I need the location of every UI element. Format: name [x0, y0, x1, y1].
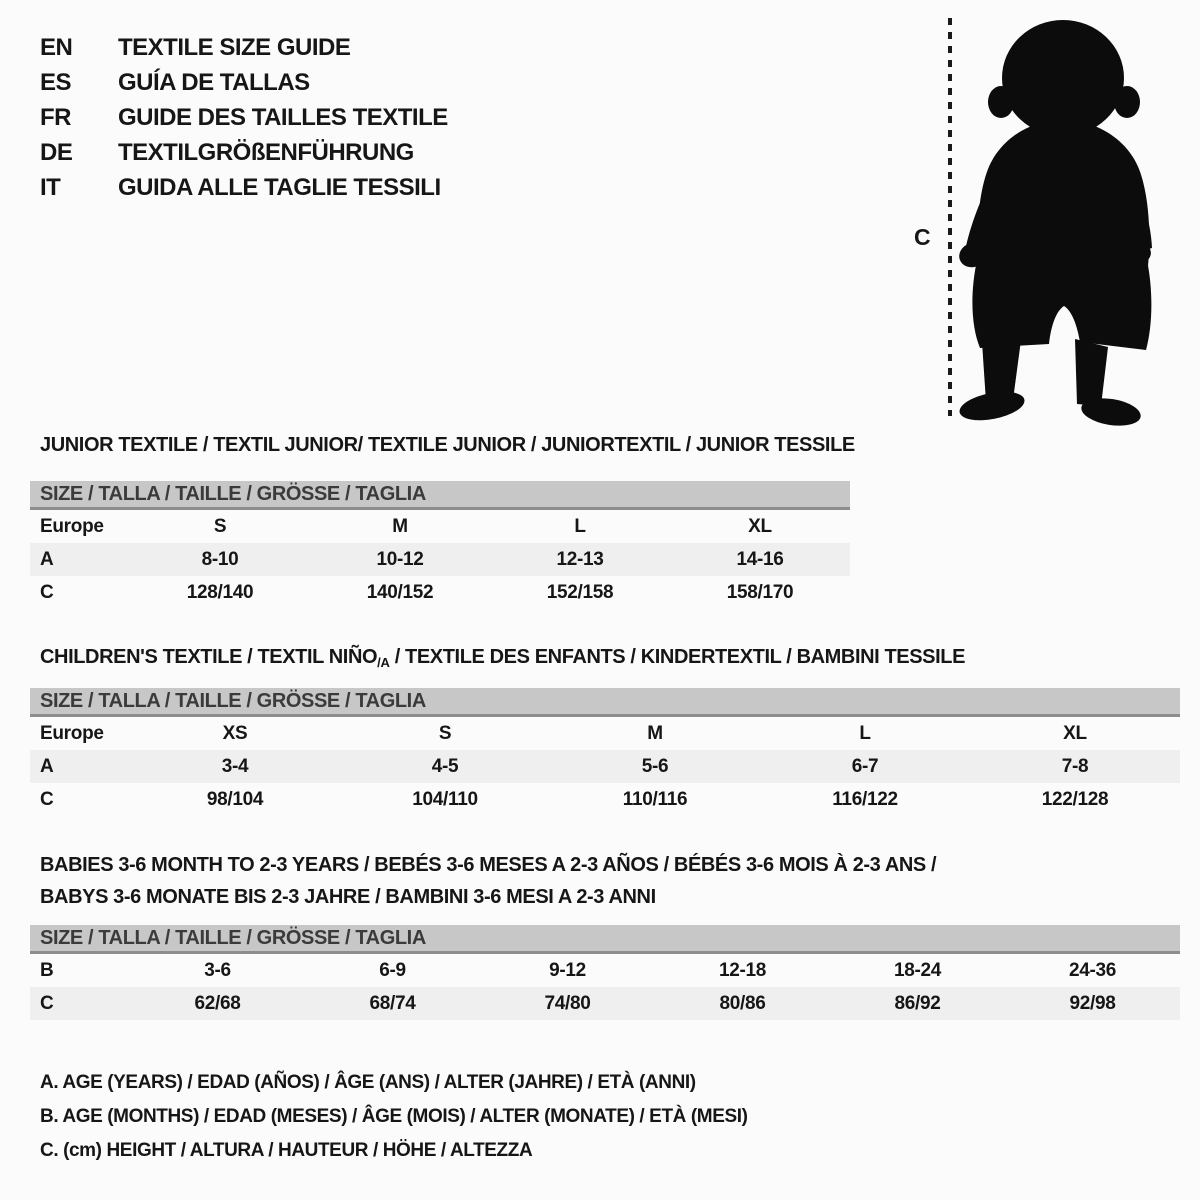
size-header-row: SIZE / TALLA / TAILLE / GRÖSSE / TAGLIA	[30, 481, 850, 510]
lang-row-en	[40, 30, 448, 65]
age-cell: 9-12	[549, 959, 586, 981]
babies-section-heading	[40, 849, 936, 913]
children-heading-subscript: /A	[377, 655, 390, 670]
row-label: C	[40, 581, 54, 603]
height-cell: 74/80	[544, 992, 591, 1014]
table-row-age-years	[30, 543, 850, 576]
lang-row-de	[40, 135, 448, 170]
age-cell: 14-16	[736, 548, 784, 570]
row-label: B	[40, 959, 54, 981]
language-title-list	[40, 30, 448, 205]
table-row-europe	[30, 717, 1180, 750]
age-cell: 4-5	[431, 755, 459, 777]
height-cell: 140/152	[366, 581, 434, 603]
lang-row-fr	[40, 100, 448, 135]
age-cell: 6-9	[379, 959, 406, 981]
guide-title-de: TEXTILGRÖßENFÜHRUNG	[118, 138, 414, 166]
age-cell: 24-36	[1068, 959, 1117, 981]
guide-title-it: GUIDA ALLE TAGLIE TESSILI	[118, 173, 441, 201]
guide-title-en: TEXTILE SIZE GUIDE	[118, 33, 351, 61]
babies-heading-line2: BABYS 3-6 MONATE BIS 2-3 JAHRE / BAMBINI 3-6 MESI A 2-3 ANNI	[40, 886, 656, 908]
height-measure-figure	[900, 8, 1170, 426]
legend-age-years: A. AGE (YEARS) / EDAD (AÑOS) / ÂGE (ANS) / ALTER (JAHRE) / ETÀ (ANNI)	[40, 1072, 696, 1093]
children-section-heading	[40, 646, 965, 670]
height-cell: 158/170	[726, 581, 794, 603]
babies-size-table	[30, 925, 1180, 1020]
size-cell: M	[647, 722, 663, 744]
age-cell: 3-6	[204, 959, 231, 981]
row-label: Europe	[40, 722, 104, 744]
height-measure-label: C	[914, 224, 931, 250]
age-cell: 6-7	[851, 755, 879, 777]
height-cell: 62/68	[194, 992, 241, 1014]
row-label: C	[40, 788, 54, 810]
height-cell: 116/122	[832, 788, 898, 810]
size-header-row: SIZE / TALLA / TAILLE / GRÖSSE / TAGLIA	[30, 925, 1180, 954]
height-cell: 80/86	[719, 992, 766, 1014]
legend	[40, 1066, 748, 1168]
legend-height-cm: C. (cm) HEIGHT / ALTURA / HAUTEUR / HÖHE / ALTEZZA	[40, 1140, 533, 1161]
age-cell: 18-24	[893, 959, 942, 981]
row-label: C	[40, 992, 54, 1014]
lang-code: DE	[40, 138, 73, 166]
height-cell: 152/158	[546, 581, 614, 603]
table-row-height-cm	[30, 783, 1180, 816]
age-cell: 5-6	[641, 755, 669, 777]
height-cell: 122/128	[1041, 788, 1109, 810]
guide-title-es: GUÍA DE TALLAS	[118, 68, 310, 96]
table-row-height-cm	[30, 576, 850, 609]
size-cell: XS	[222, 722, 248, 744]
table-row-age-years	[30, 750, 1180, 783]
age-cell: 8-10	[201, 548, 239, 570]
children-heading-pre: CHILDREN'S TEXTILE / TEXTIL NIÑO	[40, 646, 378, 668]
babies-heading-line1: BABIES 3-6 MONTH TO 2-3 YEARS / BEBÉS 3-6 MESES A 2-3 AÑOS / BÉBÉS 3-6 MOIS À 2-3 ANS /	[40, 854, 937, 876]
age-cell: 3-4	[221, 755, 249, 777]
height-cell: 86/92	[894, 992, 941, 1014]
junior-section-heading: JUNIOR TEXTILE / TEXTIL JUNIOR/ TEXTILE JUNIOR / JUNIORTEXTIL / JUNIOR TESSILE	[40, 434, 855, 456]
size-cell: L	[859, 722, 871, 744]
size-cell: S	[438, 722, 452, 744]
lang-code: FR	[40, 103, 71, 131]
children-size-table	[30, 688, 1180, 816]
size-header-row: SIZE / TALLA / TAILLE / GRÖSSE / TAGLIA	[30, 688, 1180, 717]
guide-title-fr: GUIDE DES TAILLES TEXTILE	[118, 103, 448, 131]
row-label: A	[40, 755, 54, 777]
size-cell: XL	[1063, 722, 1087, 744]
lang-row-it	[40, 170, 448, 205]
height-cell: 92/98	[1069, 992, 1116, 1014]
table-row-height-cm	[30, 987, 1180, 1020]
row-label: Europe	[40, 515, 104, 537]
legend-age-months: B. AGE (MONTHS) / EDAD (MESES) / ÂGE (MOIS) / ALTER (MONATE) / ETÀ (MESI)	[40, 1106, 748, 1127]
age-cell: 12-13	[556, 548, 604, 570]
height-cell: 104/110	[412, 788, 478, 810]
toddler-silhouette-icon	[956, 20, 1154, 426]
age-cell: 10-12	[376, 548, 424, 570]
table-row-europe	[30, 510, 850, 543]
lang-row-es	[40, 65, 448, 100]
table-row-age-months	[30, 954, 1180, 987]
age-cell: 7-8	[1061, 755, 1089, 777]
height-cell: 110/116	[622, 788, 688, 810]
size-cell: S	[213, 515, 227, 537]
lang-code: ES	[40, 68, 72, 96]
height-cell: 98/104	[206, 788, 264, 810]
age-cell: 12-18	[718, 959, 767, 981]
children-heading-post: / TEXTILE DES ENFANTS / KINDERTEXTIL / BAMBINI TESSILE	[389, 646, 966, 668]
row-label: A	[40, 548, 54, 570]
lang-code: EN	[40, 33, 73, 61]
height-cell: 128/140	[186, 581, 254, 603]
junior-size-table	[30, 481, 850, 609]
lang-code: IT	[40, 173, 61, 201]
height-cell: 68/74	[369, 992, 416, 1014]
size-cell: M	[392, 515, 408, 537]
figure-graphic	[900, 8, 1170, 426]
size-cell: XL	[748, 515, 772, 537]
size-cell: L	[574, 515, 586, 537]
